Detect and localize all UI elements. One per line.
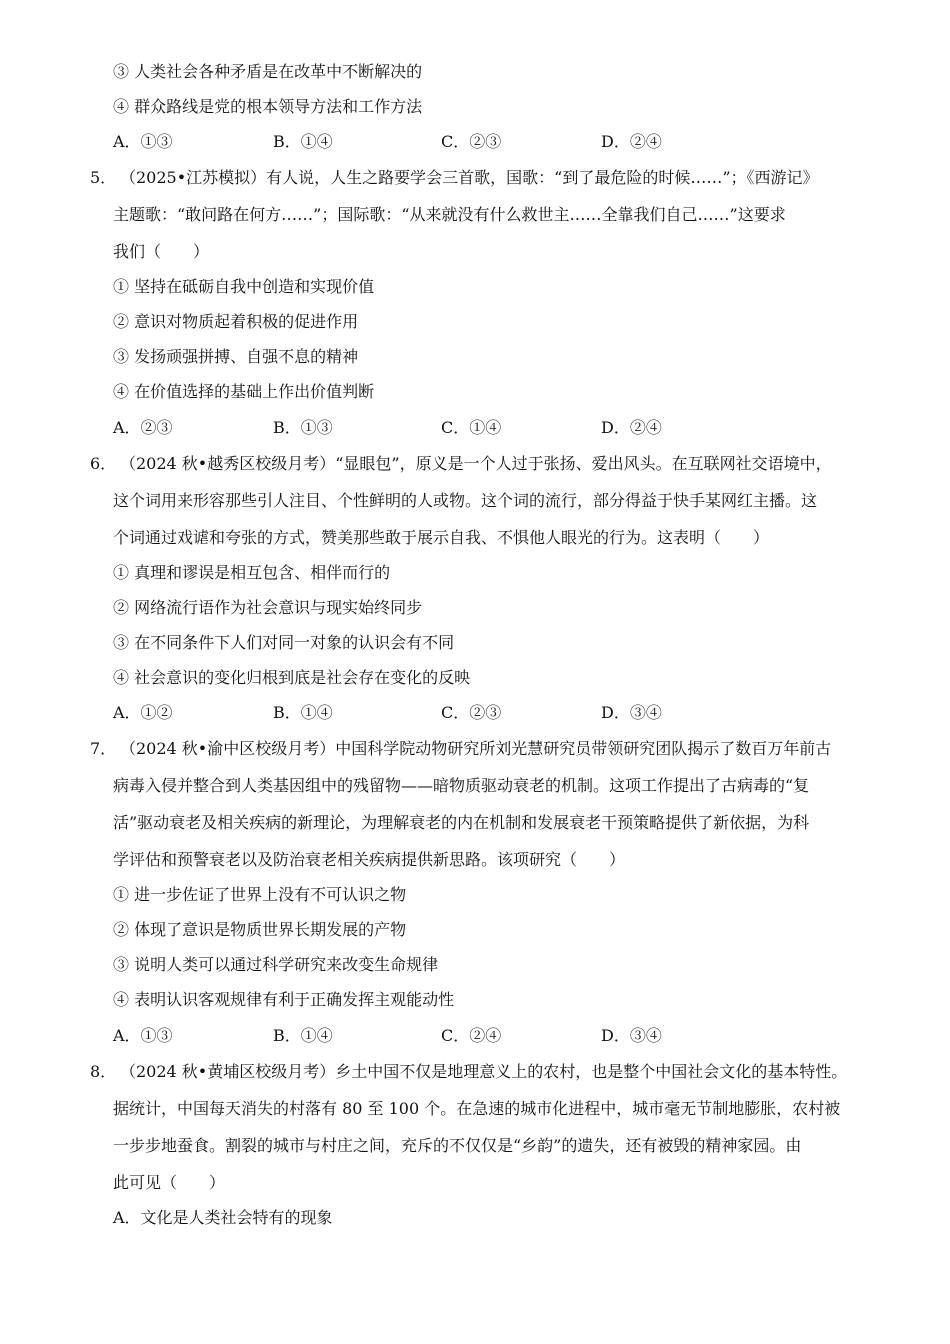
option-a: A．①②: [113, 703, 173, 722]
option-d: D．③④: [601, 703, 662, 722]
question-stem: 主题歌：“敢问路在何方……”；国际歌：“从来就没有什么救世主……全靠我们自己……”这要求: [113, 205, 786, 224]
option-c: C．②③: [441, 703, 502, 722]
question-stem: 活”驱动衰老及相关疾病的新理论，为理解衰老的内在机制和发展衰老干预策略提供了新依据，为科: [113, 813, 810, 832]
question-number: 7．: [90, 739, 117, 758]
statement: ④ 社会意识的变化归根到底是社会存在变化的反映: [113, 668, 471, 687]
option-b: B．①④: [273, 703, 333, 722]
option-d: D．③④: [601, 1026, 662, 1045]
option-b: B．①③: [273, 418, 333, 437]
question-stem: （2024 秋•黄埔区校级月考）乡土中国不仅是地理意义上的农村，也是整个中国社会文化的基本特性。: [120, 1062, 848, 1081]
question-stem: （2024 秋•越秀区校级月考）“显眼包”，原义是一个人过于张扬、爱出风头。在互联网社交语境中，: [120, 454, 832, 473]
statement: ② 网络流行语作为社会意识与现实始终同步: [113, 598, 423, 617]
statement: ③ 说明人类可以通过科学研究来改变生命规律: [113, 955, 439, 974]
question-number: 5．: [90, 168, 117, 187]
option-a: A．文化是人类社会特有的现象: [113, 1208, 333, 1227]
statement: ④ 表明认识客观规律有利于正确发挥主观能动性: [113, 990, 455, 1009]
question-stem: 此可见（ ）: [113, 1173, 226, 1192]
question-stem: 个词通过戏谑和夸张的方式，赞美那些敢于展示自我、不惧他人眼光的行为。这表明（ ）: [113, 528, 770, 547]
statement: ① 真理和谬误是相互包含、相伴而行的: [113, 563, 391, 582]
question-stem: 我们（ ）: [113, 242, 210, 261]
statement: ① 进一步佐证了世界上没有不可认识之物: [113, 885, 407, 904]
question-number: 6．: [90, 454, 117, 473]
statement: ③ 人类社会各种矛盾是在改革中不断解决的: [113, 62, 423, 81]
option-a: A．①③: [113, 132, 173, 151]
question-stem: 学评估和预警衰老以及防治衰老相关疾病提供新思路。该项研究（ ）: [113, 850, 626, 869]
option-a: A．①③: [113, 1026, 173, 1045]
option-c: C．②④: [441, 1026, 502, 1045]
option-d: D．②④: [601, 418, 662, 437]
question-number: 8．: [90, 1062, 117, 1081]
statement: ④ 在价值选择的基础上作出价值判断: [113, 382, 375, 401]
question-stem: （2025•江苏模拟）有人说，人生之路要学会三首歌，国歌：“到了最危险的时候……”；《西游记》: [120, 168, 819, 187]
statement: ③ 发扬顽强拼搏、自强不息的精神: [113, 347, 359, 366]
option-c: C．②③: [441, 132, 502, 151]
option-a: A．②③: [113, 418, 173, 437]
option-c: C．①④: [441, 418, 502, 437]
option-b: B．①④: [273, 132, 333, 151]
statement: ③ 在不同条件下人们对同一对象的认识会有不同: [113, 633, 455, 652]
option-b: B．①④: [273, 1026, 333, 1045]
question-stem: 这个词用来形容那些引人注目、个性鲜明的人或物。这个词的流行，部分得益于快手某网红主播。这: [113, 491, 818, 510]
question-stem: 据统计，中国每天消失的村落有 80 至 100 个。在急速的城市化进程中，城市毫无节制地膨胀，农村被: [113, 1099, 841, 1118]
statement: ② 意识对物质起着积极的促进作用: [113, 312, 359, 331]
question-stem: 病毒入侵并整合到人类基因组中的残留物——暗物质驱动衰老的机制。这项工作提出了古病毒的“复: [113, 776, 810, 795]
statement: ② 体现了意识是物质世界长期发展的产物: [113, 920, 407, 939]
statement: ④ 群众路线是党的根本领导方法和工作方法: [113, 97, 423, 116]
question-stem: 一步步地蚕食。割裂的城市与村庄之间，充斥的不仅仅是“乡韵”的遗失，还有被毁的精神家园。由: [113, 1136, 802, 1155]
question-stem: （2024 秋•渝中区校级月考）中国科学院动物研究所刘光慧研究员带领研究团队揭示了数百万年前古: [120, 739, 832, 758]
option-d: D．②④: [601, 132, 662, 151]
statement: ① 坚持在砥砺自我中创造和实现价值: [113, 277, 375, 296]
